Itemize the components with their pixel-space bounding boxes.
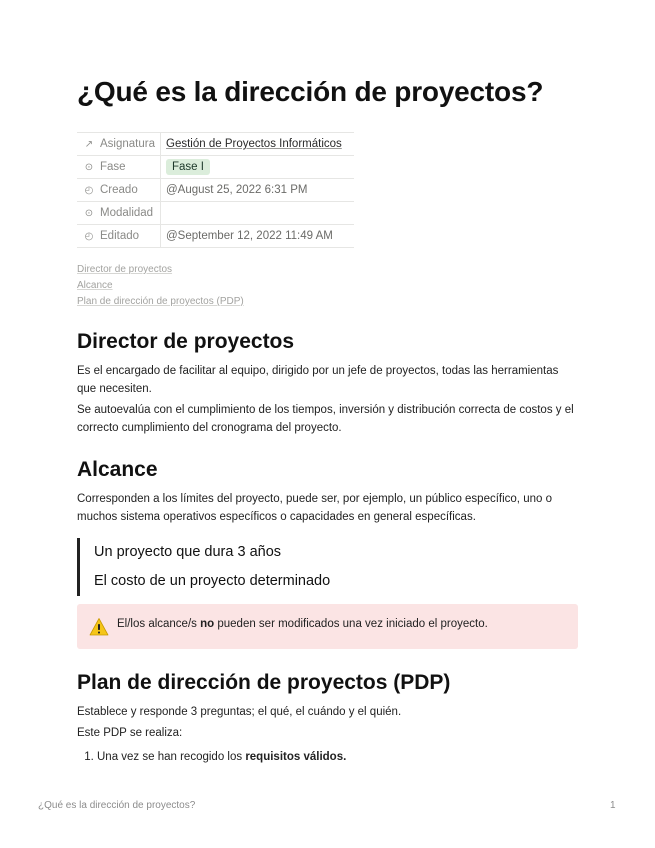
property-link-asignatura[interactable]: Gestión de Proyectos Informáticos bbox=[166, 138, 342, 150]
clock-icon: ◴ bbox=[84, 231, 94, 242]
paragraph: Se autoevalúa con el cumplimiento de los tiempos, inversión y distribución correcta de costos y el correcto cumplimiento del cronograma del proyecto. bbox=[77, 404, 574, 434]
page-number: 1 bbox=[610, 800, 616, 811]
heading-pdp: Plan de dirección de proyectos (PDP) bbox=[77, 671, 451, 694]
callout-text: El/los alcance/s no pueden ser modificados una vez iniciado el proyecto. bbox=[117, 618, 488, 630]
toc-link-pdp[interactable]: Plan de dirección de proyectos (PDP) bbox=[77, 296, 244, 307]
properties-table bbox=[77, 132, 354, 248]
property-label: Creado bbox=[100, 184, 138, 196]
paragraph: Establece y responde 3 preguntas; el qué, el cuándo y el quién. bbox=[77, 706, 402, 718]
paragraph: Es el encargado de facilitar al equipo, dirigido por un jefe de proyectos, todas las herramientas que necesiten. bbox=[77, 365, 559, 395]
select-icon: ⊙ bbox=[84, 208, 94, 219]
property-row-asignatura bbox=[77, 133, 354, 156]
fase-tag[interactable]: Fase I bbox=[166, 159, 210, 175]
heading-director: Director de proyectos bbox=[77, 330, 295, 353]
property-label: Editado bbox=[100, 230, 140, 242]
quote-block bbox=[77, 538, 574, 596]
property-row-modalidad bbox=[77, 202, 354, 225]
table-of-contents bbox=[77, 262, 244, 310]
arrow-up-right-icon: ↗ bbox=[84, 139, 94, 150]
property-row-fase bbox=[77, 156, 354, 179]
toc-link-director[interactable]: Director de proyectos bbox=[77, 264, 173, 275]
numbered-list bbox=[77, 748, 346, 766]
clock-icon: ◴ bbox=[84, 185, 94, 196]
heading-alcance: Alcance bbox=[77, 458, 158, 481]
property-row-creado bbox=[77, 179, 354, 202]
property-label: Fase bbox=[100, 161, 126, 173]
footer-title: ¿Qué es la dirección de proyectos? bbox=[38, 800, 196, 811]
quote-line: Un proyecto que dura 3 años bbox=[94, 544, 282, 560]
quote-line: El costo de un proyecto determinado bbox=[94, 573, 331, 589]
warning-icon bbox=[89, 617, 109, 637]
property-value-editado: @September 12, 2022 11:49 AM bbox=[166, 230, 333, 242]
select-icon: ⊙ bbox=[84, 162, 94, 173]
property-value-creado: @August 25, 2022 6:31 PM bbox=[166, 184, 308, 196]
paragraph: Corresponden a los límites del proyecto, puede ser, por ejemplo, un público específico, uno o muchos sistema operativos específicos o capacidades en general específicas. bbox=[77, 493, 552, 523]
property-label: Modalidad bbox=[100, 207, 154, 219]
paragraph: Este PDP se realiza: bbox=[77, 727, 183, 739]
list-item: 1. Una vez se han recogido los requisitos válidos. bbox=[97, 748, 346, 766]
warning-callout bbox=[77, 604, 578, 649]
toc-link-alcance[interactable]: Alcance bbox=[77, 280, 113, 291]
page-title: ¿Qué es la dirección de proyectos? bbox=[77, 76, 544, 107]
property-label: Asignatura bbox=[100, 138, 155, 150]
property-row-editado bbox=[77, 225, 354, 248]
